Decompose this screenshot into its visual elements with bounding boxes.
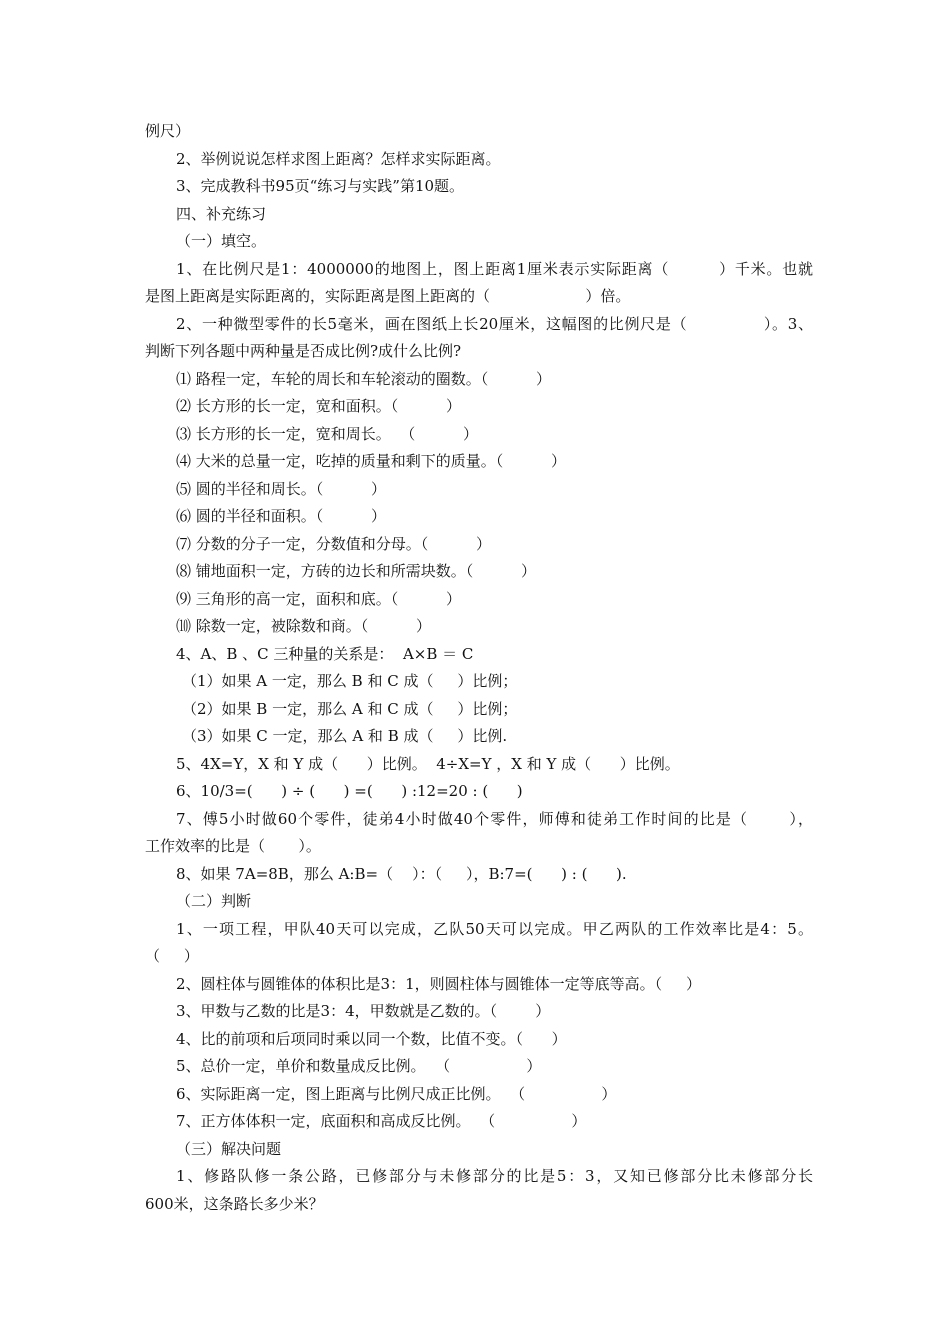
text-line: 3、完成教科书95页“练习与实践”第10题。 [176,177,465,195]
subsection-heading: （二）判断 [176,892,252,910]
text-line: 7、傅5小时做60个零件，徒弟4小时做40个零件，师傅和徒弟工作时间的比是（ ）， [176,809,813,828]
list-item: ⑴ 路程一定，车轮的周长和车轮滚动的圈数。（ ） [176,369,551,388]
subsection-heading: （三）解决问题 [176,1139,282,1158]
text-line: 2、一种微型零件的长5毫米，画在图纸上长20厘米，这幅图的比例尺是（ ）。3、 [176,314,813,333]
list-item: （3）如果 C 一定，那么 A 和 B 成（ ）比例. [182,727,508,745]
text-line: 4、比的前项和后项同时乘以同一个数，比值不变。（ ） [176,1029,567,1048]
text-line: （ ） [145,947,199,965]
list-item: ⑻ 铺地面积一定，方砖的边长和所需块数。（ ） [176,562,536,580]
text-line: 4、A、B 、C 三种量的关系是： A×B ＝ C [176,644,474,663]
text-line: 6、实际距离一定，图上距离与比例尺成正比例。 （ ） [176,1084,617,1103]
text-line: 例尺） [145,122,191,140]
text-line: 5、总价一定，单价和数量成反比例。 （ ） [176,1057,542,1075]
text-line: 5、4X=Y，X 和 Y 成（ ）比例。 4÷X=Y ，X 和 Y 成（ ）比例。 [176,754,680,773]
subsection-heading: （一）填空。 [176,232,267,250]
text-line: 2、举例说说怎样求图上距离？怎样求实际距离。 [176,149,501,168]
list-item: （1）如果 A 一定，那么 B 和 C 成（ ）比例； [182,672,518,690]
document-page [145,118,813,1218]
list-item: ⑶ 长方形的长一定，宽和周长。 （ ） [176,424,478,443]
list-item: （2）如果 B 一定，那么 A 和 C 成（ ）比例； [182,699,518,718]
text-line: 1、修路队修一条公路，已修部分与未修部分的比是5：3，又知已修部分比未修部分长 [176,1167,813,1185]
text-line: 6、10/3=( ) ÷ ( ) =( ) :12=20 : ( ) [176,782,523,800]
list-item: ⑼ 三角形的高一定，面积和底。（ ） [176,589,461,608]
text-line: 1、在比例尺是1：4000000的地图上，图上距离1厘米表示实际距离（ ）千米。也就 [176,259,813,278]
section-heading: 四、补充练习 [176,204,267,223]
text-line: 600米，这条路长多少米？ [145,1194,324,1213]
text-line: 工作效率的比是（ ）。 [145,837,321,855]
list-item: ⑺ 分数的分子一定，分数值和分母。（ ） [176,534,491,553]
list-item: ⑵ 长方形的长一定，宽和面积。（ ） [176,397,461,415]
list-item: ⑷ 大米的总量一定，吃掉的质量和剩下的质量。（ ） [176,452,566,470]
text-line: 是图上距离是实际距离的，实际距离是图上距离的（ ）倍。 [145,287,631,305]
text-line: 3、甲数与乙数的比是3：4，甲数就是乙数的。（ ） [176,1002,551,1020]
text-line: 1、一项工程，甲队40天可以完成，乙队50天可以完成。甲乙两队的工作效率比是4：5。 [176,919,813,938]
text-line: 7、正方体体积一定，底面积和高成反比例。 （ ） [176,1112,587,1130]
list-item: ⑹ 圆的半径和面积。（ ） [176,507,386,525]
text-line: 判断下列各题中两种量是否成比例?成什么比例? [145,342,462,360]
list-item: ⑸ 圆的半径和周长。（ ） [176,479,386,498]
list-item: ⑽ 除数一定，被除数和商。（ ） [176,617,431,635]
text-line: 2、圆柱体与圆锥体的体积比是3：1，则圆柱体与圆锥体一定等底等高。（ ） [176,974,701,993]
text-line: 8、如果 7A=8B，那么 A:B=（ ）：（ ），B:7=( ) : ( ). [176,864,627,883]
